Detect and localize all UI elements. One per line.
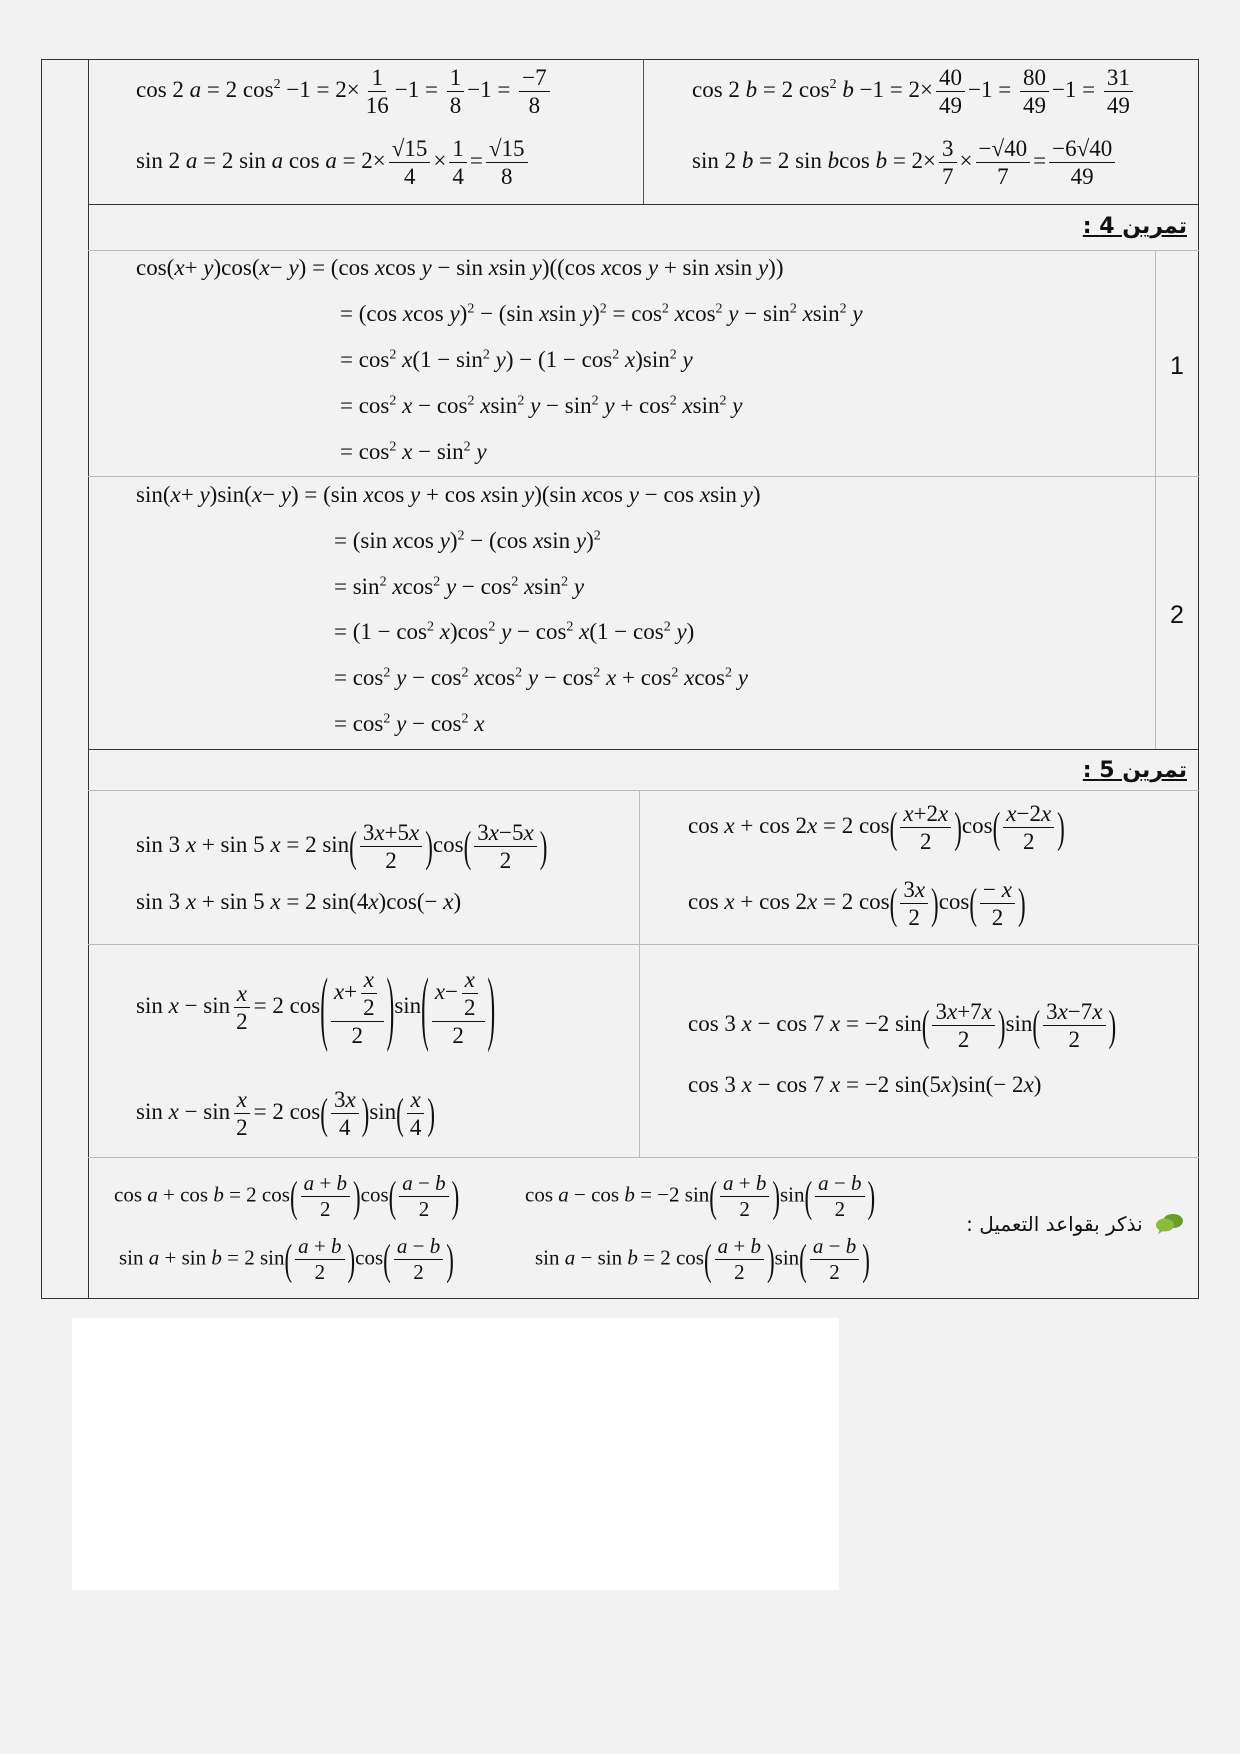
ex5-b-line2: cos x + cos 2x = 2 cos( $\frac{3x}{2}$ )cos( $\frac{- x}{2}$ )	[688, 877, 1026, 930]
divider	[88, 250, 1199, 251]
ex4-q2-line5: = $\cos^2 y - \cos^2 xcos^2$ $y - \cos^2 x + \cos^2 xcos^2$ y	[334, 665, 748, 690]
ex4-q1-line4: = $\cos^2 x - \cos^2 xsin^2$ $y - \sin^2 y + \cos^2 xsin^2$ y	[340, 393, 743, 418]
divider	[1155, 250, 1156, 749]
ex4-q1-line5: = $\cos^2 x - \sin^2 y$	[340, 439, 487, 464]
question-number: 2	[1170, 601, 1184, 629]
exercise-5-title: تمرين 5 :	[1082, 758, 1187, 783]
ex4-q1-line3: = $\cos^2 x(1 - \sin^2 y) - (1 - \cos^2 x)\sin^2$ y	[340, 347, 693, 372]
divider	[643, 59, 644, 204]
ex4-q2-line4: = $(1 - \cos^2 x)\cos^2$ $y - \cos^2 x(1 - \cos^2 y)$	[334, 619, 695, 644]
divider	[88, 790, 1199, 791]
divider	[88, 204, 1199, 205]
ex4-q2-line1: sin(x+ y)sin(x− y) = (sin xcos y + cos xsin y)(sin xcos y − cos xsin y)	[136, 482, 761, 507]
ex5-d-line2: cos 3 x − cos 7 x = −2 sin(5x)sin(− 2x)	[688, 1072, 1042, 1097]
formula-sin-diff: sin a − sin b = 2 cos( $\frac{a + b}{2}$ )sin( $\frac{a - b}{2}$ )	[535, 1234, 870, 1284]
divider	[88, 476, 1199, 477]
divider	[639, 790, 640, 1157]
divider	[88, 944, 1199, 945]
reminder-label: نذكر بقواعد التعميل :	[966, 1212, 1185, 1239]
ex5-c-line1: sin x − sin $\frac{x}{2}$ = 2 cos( x+ $\frac{x}{2}$ 2 )sin( x− $\frac{x}{2}$ 2 )	[136, 962, 496, 1053]
divider	[88, 749, 1199, 750]
ex5-d-line1: cos 3 x − cos 7 x = −2 sin( $\frac{3x+7x}{2}$ )sin( $\frac{3x-7x}{2}$ )	[688, 999, 1117, 1052]
exercise-4-title: تمرين 4 :	[1082, 214, 1187, 239]
formula-cos-sum: cos a + cos b = 2 cos( $\frac{a + b}{2}$ )cos( $\frac{a - b}{2}$ )	[114, 1171, 460, 1221]
speech-bubbles-icon	[1155, 1212, 1185, 1239]
formula-sin-sum: sin a + sin b = 2 sin( $\frac{a + b}{2}$ )cos( $\frac{a - b}{2}$ )	[119, 1234, 454, 1284]
eq-sin2a: sin 2 a = 2 sin a cos a = 2× $\frac{√15}{4}$ × $\frac{1}{4}$ = $\frac{√15}{8}$	[136, 137, 531, 188]
ex4-q1-line1: cos(x+ y)cos(x− y) = (cos xcos y − sin xsin y)((cos xcos y + sin xsin y))	[136, 255, 784, 280]
eq-cos2a: cos 2 a = 2 $\cos^2 -1 = 2\times$ $\frac{1}{16}$ −1 = $\frac{1}{8}$ −1 = $\frac{-7}{8}$	[136, 66, 553, 117]
question-number: 1	[1170, 352, 1184, 380]
ex4-q2-line6: = $\cos^2 y - \cos^2 x$	[334, 711, 485, 736]
ex4-q1-line2: = (cos xcos y)$^2$ − (sin xsin $y)^2 = \cos^2 xcos^2$ $y - \sin^2 xsin^2$ y	[340, 301, 863, 326]
divider	[88, 1157, 1199, 1158]
blank-area	[72, 1318, 839, 1590]
formula-cos-diff: cos a − cos b = −2 sin( $\frac{a + b}{2}$ )sin( $\frac{a - b}{2}$ )	[525, 1171, 876, 1221]
ex5-a-line1: sin 3 x + sin 5 x = 2 sin( $\frac{3x+5x}{2}$ )cos( $\frac{3x-5x}{2}$ )	[136, 820, 548, 873]
ex5-b-line1: cos x + cos 2x = 2 cos( $\frac{x+2x}{2}$ )cos( $\frac{x-2x}{2}$ )	[688, 801, 1065, 854]
ex4-q2-line3: = $\sin^2 xcos^2$ $y - \cos^2 xsin^2$ y	[334, 574, 585, 599]
ex5-a-line2: sin 3 x + sin 5 x = 2 sin(4x)cos(− x)	[136, 889, 462, 914]
eq-cos2b: cos 2 b = 2 $\cos^2 b -1 = 2\times$ $\frac{40}{49}$ −1 = $\frac{80}{49}$ −1 = $\frac{31}{49}$	[692, 66, 1136, 117]
ex4-q2-line2: = (sin xcos y)$^2$ − (cos xsin y)$^2$	[334, 528, 601, 553]
eq-sin2b: sin 2 b = 2 sin bcos b = 2× $\frac{3}{7}$ × $\frac{-√40}{7}$ = $\frac{-6√40}{49}$	[692, 137, 1118, 188]
ex5-c-line2: sin x − sin $\frac{x}{2}$ = 2 cos( $\frac{3x}{4}$ )sin( $\frac{x}{4}$ )	[136, 1087, 436, 1140]
